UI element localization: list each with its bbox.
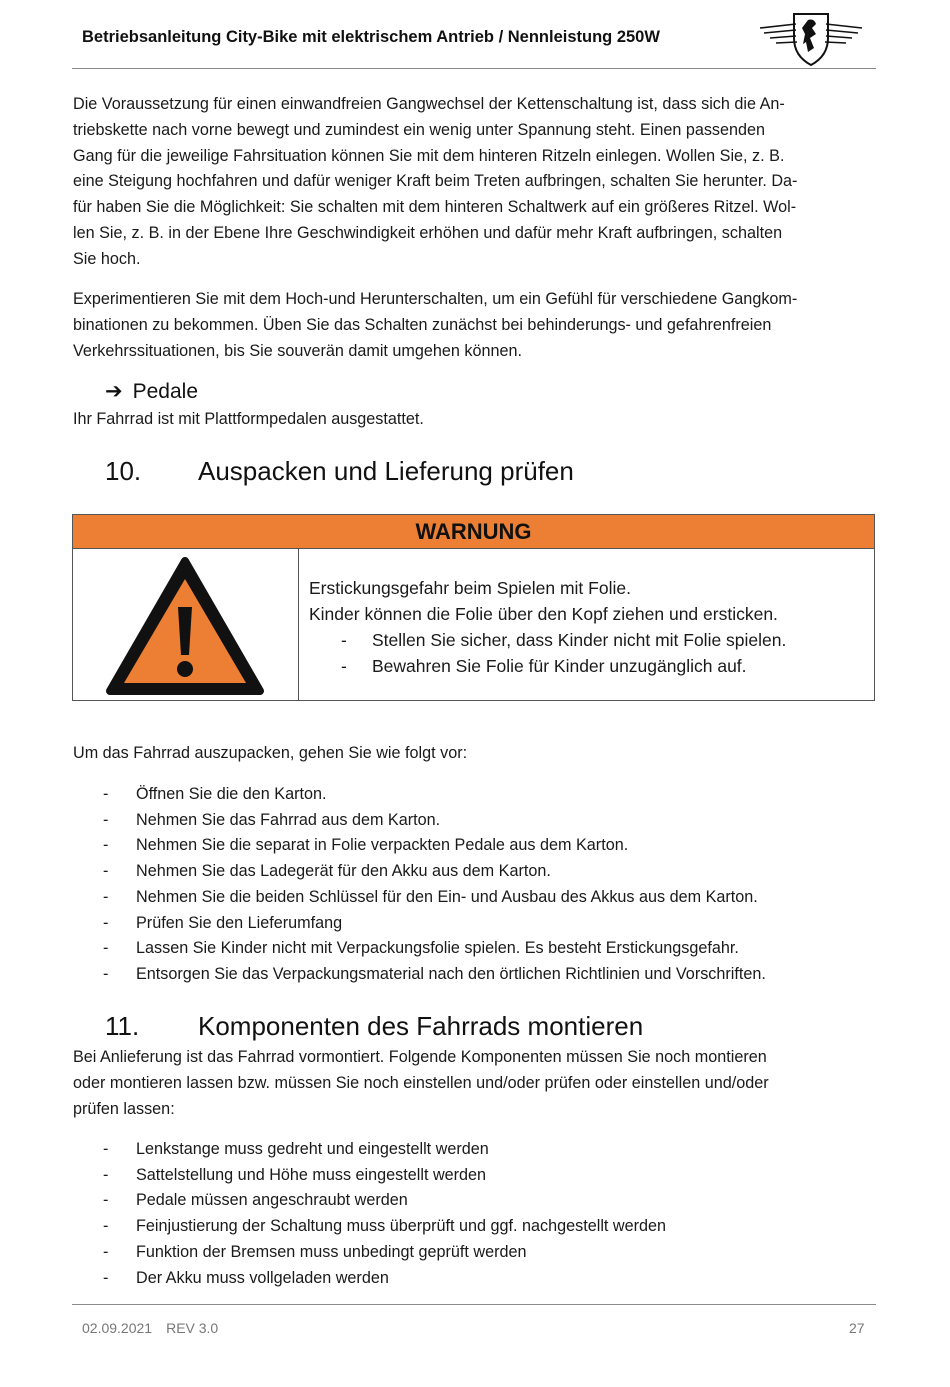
list-item-text: Funktion der Bremsen muss unbedingt geprüft werden [136, 1242, 527, 1261]
list-item-text: Lassen Sie Kinder nicht mit Verpackungsfolie spielen. Es besteht Erstickungsgefahr. [136, 939, 739, 958]
text-line: oder montieren lassen bzw. müssen Sie noch einstellen und/oder prüfen oder einstellen und/oder [73, 1073, 769, 1092]
list-item [103, 1137, 666, 1163]
footer-divider [72, 1304, 876, 1305]
warning-bullet [309, 627, 869, 653]
assembly-intro [73, 1045, 873, 1122]
bullet-text: Stellen Sie sicher, dass Kinder nicht mit Folie spielen. [372, 630, 787, 650]
pedale-heading-text: Pedale [132, 380, 198, 403]
bullet-dash: - [103, 1217, 109, 1236]
section-title: Auspacken und Lieferung prüfen [198, 456, 574, 486]
right-arrow-icon: ➔ [105, 380, 123, 403]
text-line: binationen zu bekommen. Üben Sie das Schalten zunächst bei behinderungs- und gefahrenfreien [73, 315, 772, 334]
list-item-text: Entsorgen Sie das Verpackungsmaterial nach den örtlichen Richtlinien und Vorschriften. [136, 964, 766, 983]
bullet-dash: - [103, 1165, 109, 1184]
list-item-text: Nehmen Sie das Ladegerät für den Akku aus dem Karton. [136, 862, 551, 881]
list-item-text: Feinjustierung der Schaltung muss überprüft und ggf. nachgestellt werden [136, 1217, 667, 1236]
header-divider [72, 68, 876, 69]
assembly-items-list [103, 1137, 666, 1291]
paragraph-gear-shifting [73, 92, 873, 273]
bullet-dash: - [103, 836, 109, 855]
section-number: 11. [105, 1011, 140, 1041]
warning-text [309, 575, 869, 679]
bullet-dash: - [103, 785, 109, 803]
pedale-heading [105, 379, 198, 404]
text-line: Sie hoch. [73, 249, 141, 268]
bullet-dash: - [103, 964, 109, 983]
list-item-text: Prüfen Sie den Lieferumfang [136, 913, 343, 932]
list-item-text: Öffnen Sie die den Karton. [136, 785, 327, 803]
list-item [103, 808, 766, 834]
text-line: len Sie, z. B. in der Ebene Ihre Geschwindigkeit erhöhen und dafür mehr Kraft aufbringen, schalten [73, 223, 783, 242]
bullet-dash: - [103, 1191, 109, 1210]
warning-triangle-icon [105, 555, 265, 697]
list-item [103, 1266, 666, 1292]
bullet-dash: - [341, 630, 347, 650]
list-item-text: Sattelstellung und Höhe muss eingestellt werden [136, 1165, 487, 1184]
section-title: Komponenten des Fahrrads montieren [198, 1011, 644, 1041]
bullet-dash: - [341, 656, 347, 676]
text-line: Experimentieren Sie mit dem Hoch-und Herunterschalten, um ein Gefühl für verschiedene Gangkom- [73, 290, 798, 308]
warning-line: Erstickungsgefahr beim Spielen mit Folie. [309, 578, 631, 598]
list-item [103, 833, 766, 859]
bullet-dash: - [103, 1242, 109, 1261]
bullet-dash: - [103, 862, 109, 881]
bullet-dash: - [103, 939, 109, 958]
winged-shield-logo-icon [758, 8, 864, 68]
text-line: Bei Anlieferung ist das Fahrrad vormontiert. Folgende Komponenten müssen Sie noch montieren [73, 1048, 767, 1066]
footer-meta [82, 1320, 218, 1336]
text-line: triebskette nach vorne bewegt und zumindest ein wenig unter Spannung steht. Einen passenden [73, 120, 766, 139]
unpack-intro: Um das Fahrrad auszupacken, gehen Sie wie folgt vor: [73, 744, 468, 762]
list-item-text: Nehmen Sie die separat in Folie verpackten Pedale aus dem Karton. [136, 836, 629, 855]
text-line: für haben Sie die Möglichkeit: Sie schalten mit dem hinteren Schaltwerk auf ein größeres Ritzel. Wol- [73, 198, 797, 217]
list-item-text: Nehmen Sie die beiden Schlüssel für den Ein- und Ausbau des Akkus aus dem Karton. [136, 887, 758, 906]
header-title: Betriebsanleitung City-Bike mit elektrischem Antrieb / Nennleistung 250W [82, 28, 660, 46]
list-item [103, 1214, 666, 1240]
list-item-text: Der Akku muss vollgeladen werden [136, 1268, 389, 1287]
text-line: prüfen lassen: [73, 1099, 175, 1118]
section-number: 10. [105, 456, 142, 486]
warning-box [72, 514, 875, 701]
text-line: Verkehrssituationen, bis Sie souverän damit umgehen können. [73, 341, 523, 360]
text-line: Die Voraussetzung für einen einwandfreien Gangwechsel der Kettenschaltung ist, dass sich die An- [73, 95, 785, 113]
bullet-dash: - [103, 887, 109, 906]
bullet-dash: - [103, 1268, 109, 1287]
list-item [103, 782, 766, 808]
footer-date: 02.09.2021 [82, 1320, 153, 1336]
text-line: Gang für die jeweilige Fahrsituation können Sie mit dem hinteren Ritzeln einlegen. Wollen Sie, z. B. [73, 146, 785, 165]
paragraph-experiment [73, 287, 873, 364]
bullet-dash: - [103, 913, 109, 932]
section-10-heading [105, 456, 574, 487]
list-item [103, 1188, 666, 1214]
warning-line: Kinder können die Folie über den Kopf ziehen und ersticken. [309, 604, 778, 624]
text-line: eine Steigung hochfahren und dafür weniger Kraft beim Treten aufbringen, schalten Sie herunter. Da- [73, 172, 798, 191]
list-item [103, 1240, 666, 1266]
list-item [103, 1163, 666, 1189]
warning-heading: WARNUNG [73, 515, 874, 549]
list-item [103, 859, 766, 885]
list-item [103, 885, 766, 911]
list-item [103, 911, 766, 937]
list-item-text: Lenkstange muss gedreht und eingestellt werden [136, 1140, 489, 1158]
bullet-dash: - [103, 1140, 109, 1158]
warning-bullet [309, 653, 869, 679]
unpack-steps-list [103, 782, 766, 988]
list-item [103, 936, 766, 962]
bullet-dash: - [103, 810, 109, 829]
warning-column-divider [298, 549, 299, 701]
list-item [103, 962, 766, 988]
section-11-heading [105, 1011, 643, 1042]
list-item-text: Nehmen Sie das Fahrrad aus dem Karton. [136, 810, 441, 829]
page-number: 27 [849, 1320, 865, 1336]
list-item-text: Pedale müssen angeschraubt werden [136, 1191, 408, 1210]
footer-revision: REV 3.0 [166, 1320, 219, 1336]
pedale-text: Ihr Fahrrad ist mit Plattformpedalen ausgestattet. [73, 410, 424, 428]
bullet-text: Bewahren Sie Folie für Kinder unzugänglich auf. [372, 656, 747, 676]
